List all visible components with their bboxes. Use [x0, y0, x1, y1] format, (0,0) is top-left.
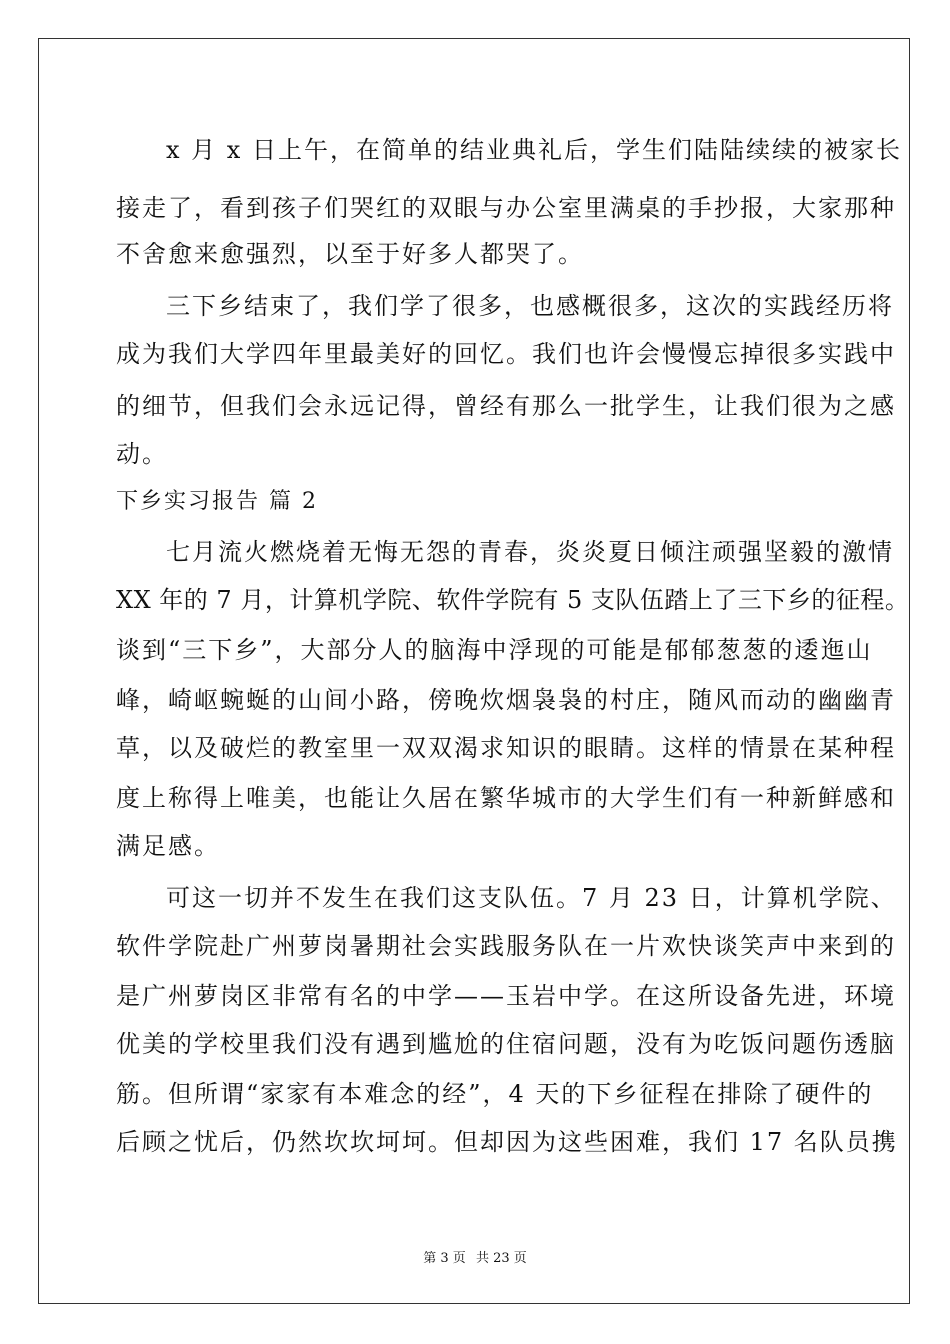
text-line: 七月流火燃烧着无悔无怨的青春，炎炎夏日倾注顽强坚毅的激情 — [166, 538, 894, 566]
text-line: 是广州萝岗区非常有名的中学——玉岩中学。在这所设备先进，环境 — [116, 982, 896, 1010]
text-line: 后顾之忧后，仍然坎坎坷坷。但却因为这些困难，我们 17 名队员携 — [116, 1128, 898, 1156]
text-line: 成为我们大学四年里最美好的回忆。我们也许会慢慢忘掉很多实践中 — [116, 340, 896, 368]
page-footer — [0, 1247, 950, 1266]
text-line: 草，以及破烂的教室里一双双渴求知识的眼睛。这样的情景在某种程 — [116, 734, 896, 762]
section-heading: 下乡实习报告 篇 2 — [116, 489, 318, 514]
text-line: 峰，崎岖蜿蜒的山间小路，傍晚炊烟袅袅的村庄，随风而动的幽幽青 — [116, 686, 896, 714]
text-line: 筋。但所谓“家家有本难念的经”，4 天的下乡征程在排除了硬件的 — [116, 1080, 874, 1108]
text-line: 不舍愈来愈强烈，以至于好多人都哭了。 — [116, 240, 584, 268]
text-line: 谈到“三下乡”，大部分人的脑海中浮现的可能是郁郁葱葱的逶迤山 — [116, 636, 873, 664]
text-line: x 月 x 日上午，在简单的结业典礼后，学生们陆陆续续的被家长 — [166, 136, 902, 164]
text-line: 接走了，看到孩子们哭红的双眼与办公室里满桌的手抄报，大家那种 — [116, 194, 896, 222]
text-line: 满足感。 — [116, 832, 220, 860]
text-line: 优美的学校里我们没有遇到尴尬的住宿问题，没有为吃饭问题伤透脑 — [116, 1030, 896, 1058]
text-line: 三下乡结束了，我们学了很多，也感概很多，这次的实践经历将 — [166, 292, 894, 320]
page-number: 第 3 页 — [423, 1251, 466, 1266]
text-line: 可这一切并不发生在我们这支队伍。7 月 23 日，计算机学院、 — [166, 884, 897, 912]
text-line: 的细节，但我们会永远记得，曾经有那么一批学生，让我们很为之感 — [116, 392, 896, 420]
text-line: 度上称得上唯美，也能让久居在繁华城市的大学生们有一种新鲜感和 — [116, 784, 896, 812]
text-line: XX 年的 7 月，计算机学院、软件学院有 5 支队伍踏上了三下乡的征程。 — [116, 586, 910, 614]
text-line: 软件学院赴广州萝岗暑期社会实践服务队在一片欢快谈笑声中来到的 — [116, 932, 896, 960]
text-line: 动。 — [116, 440, 168, 468]
page-total: 共 23 页 — [475, 1251, 527, 1266]
